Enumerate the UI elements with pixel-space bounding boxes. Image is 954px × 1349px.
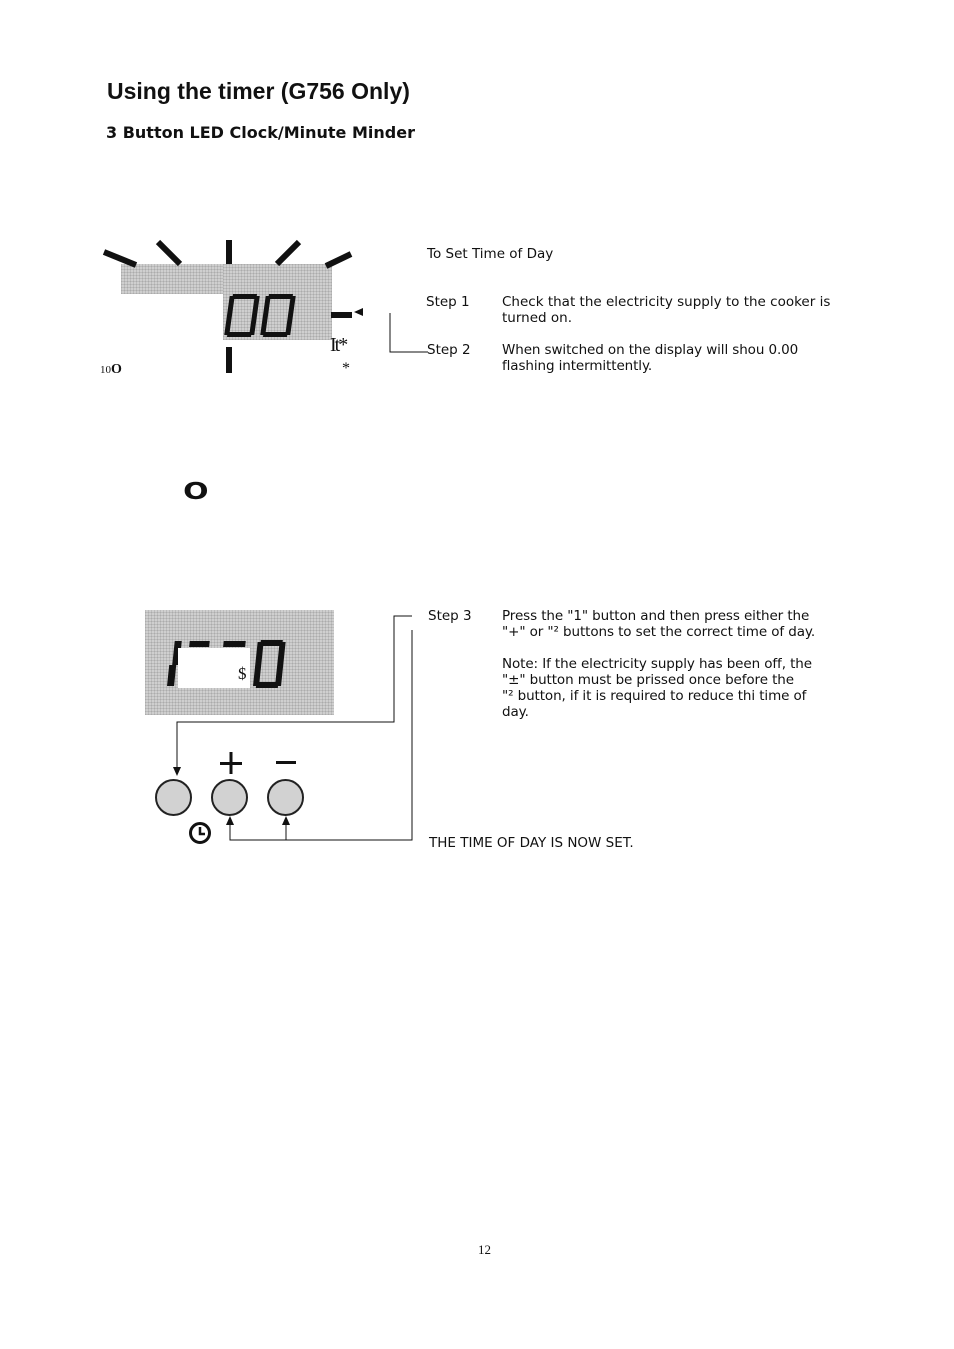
mask-symbol: $ (238, 664, 247, 683)
plus-label (220, 752, 242, 774)
ray-upper-left (158, 242, 180, 264)
page-number: 12 (478, 1242, 491, 1257)
arrow-up-icon (226, 816, 234, 825)
digit-0-b (260, 294, 296, 337)
minus-label (276, 761, 298, 765)
section1-heading: To Set Time of Day (427, 246, 554, 262)
arrow-left-icon (354, 308, 363, 316)
final-statement: THE TIME OF DAY IS NOW SET. (429, 835, 634, 851)
digit-0-a (224, 294, 260, 337)
small-left-label: 10O (100, 362, 122, 377)
arrow-down-icon (173, 767, 181, 776)
line-to-plus (230, 630, 412, 840)
arrow-up-icon-2 (282, 816, 290, 825)
clock-icon (188, 821, 212, 845)
minus-button[interactable] (267, 779, 304, 816)
step2-label: Step 2 (427, 342, 471, 358)
ray-upper-right (277, 242, 299, 264)
page-title: Using the timer (G756 Only) (107, 78, 410, 104)
step3-text: Press the "1" button and then press either the "+" or "² buttons to set the correct time of day. (502, 608, 816, 640)
digits-00 (224, 294, 296, 337)
ray-left (104, 252, 136, 265)
stray-o-symbol: O (183, 479, 209, 505)
clock-button[interactable] (155, 779, 192, 816)
step2-text: When switched on the display will shou 0.00 flashing intermittently. (502, 342, 799, 374)
step3-note: Note: If the electricity supply has been off, the "±" button must be prissed once before the "² button, if it is required to reduce thi time of day. (502, 656, 812, 720)
page-subtitle: 3 Button LED Clock/Minute Minder (106, 123, 415, 142)
step1-text: Check that the electricity supply to the cooker is turned on. (502, 294, 831, 326)
display-flashing-figure (98, 236, 368, 381)
asterisk-symbol: * (342, 360, 350, 377)
line-to-clock (177, 616, 412, 770)
step3-label: Step 3 (428, 608, 472, 624)
step1-label: Step 1 (426, 294, 470, 310)
flash-rays (98, 236, 368, 381)
timer-symbol: It* (330, 334, 347, 356)
ray-right (326, 254, 351, 266)
plus-button[interactable] (211, 779, 248, 816)
